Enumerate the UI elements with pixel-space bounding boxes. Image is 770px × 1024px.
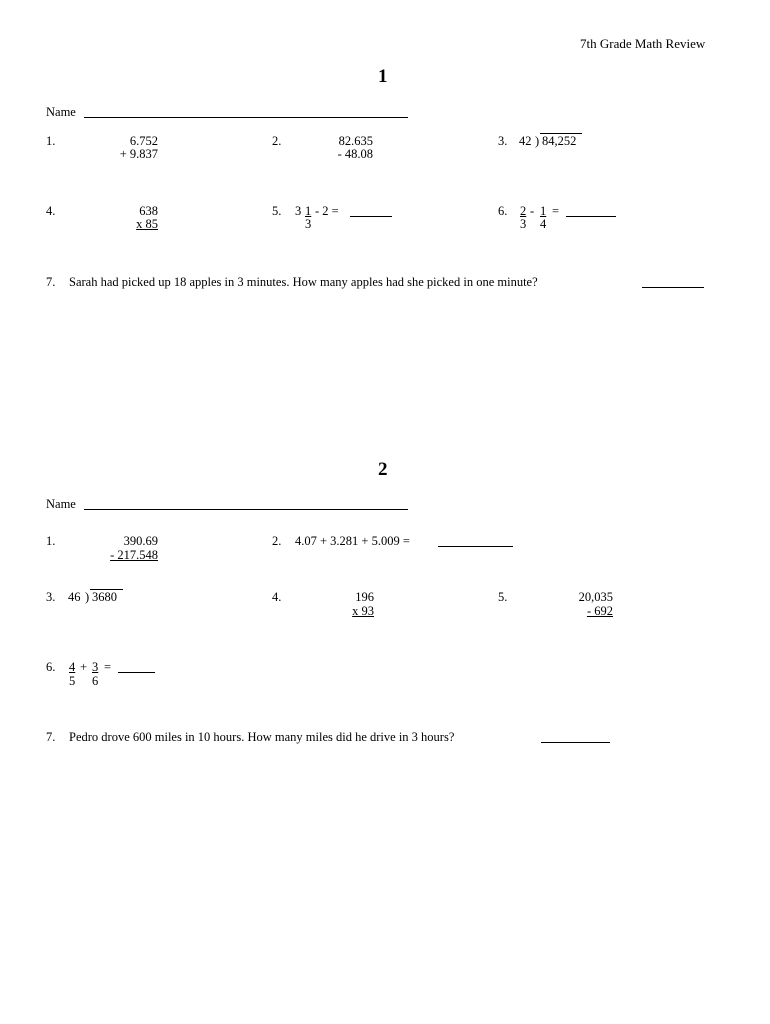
s2-p1-bottom: - 217.548 <box>110 548 158 562</box>
s1-p6-numerator-2: 1 <box>540 204 547 218</box>
s1-p5-answer-line[interactable] <box>350 216 392 217</box>
s1-p6-number: 6. <box>498 204 508 218</box>
s2-p3-divisor: 46 <box>68 590 81 604</box>
s1-p1-bottom: + 9.837 <box>119 147 158 161</box>
s2-p7-number: 7. <box>46 730 56 744</box>
s2-p6-operator: + <box>80 660 88 674</box>
worksheet-title: 7th Grade Math Review <box>580 36 706 51</box>
s2-p3-dividend: 3680 <box>90 589 123 604</box>
s2-p5-top: 20,035 <box>578 590 613 604</box>
s1-p6-denominator-1: 3 <box>520 217 527 231</box>
s2-p4-bottom: x 93 <box>352 604 374 618</box>
s2-p6-denominator-2: 6 <box>92 674 99 688</box>
s1-name-label: Name <box>46 105 76 119</box>
s2-name-label: Name <box>46 497 76 511</box>
s2-p6-equals: = <box>104 660 112 674</box>
s2-p6-numerator-2: 3 <box>92 660 99 674</box>
s1-p6-denominator-2: 4 <box>540 217 547 231</box>
s2-p4-number: 4. <box>272 590 282 604</box>
s1-p4-number: 4. <box>46 204 56 218</box>
s2-p7-text: Pedro drove 600 miles in 10 hours. How many miles did he drive in 3 hours? <box>69 730 455 744</box>
s2-p6-number: 6. <box>46 660 56 674</box>
s2-p5-number: 5. <box>498 590 508 604</box>
s2-name-field[interactable] <box>84 509 408 510</box>
s2-p6-numerator-1: 4 <box>69 660 76 674</box>
s2-p6-denominator-1: 5 <box>69 674 76 688</box>
s2-p6-answer-line[interactable] <box>118 672 155 673</box>
s1-p6-answer-line[interactable] <box>566 216 616 217</box>
s1-name-field[interactable] <box>84 117 408 118</box>
s1-p5-denominator: 3 <box>305 217 312 231</box>
s2-p2-number: 2. <box>272 534 282 548</box>
s1-p5-numerator: 1 <box>305 204 312 218</box>
s1-p3-number: 3. <box>498 134 508 148</box>
s2-p7-answer-line[interactable] <box>541 742 610 743</box>
s1-p2-bottom: - 48.08 <box>337 147 373 161</box>
s1-p6-equals: = <box>552 204 560 218</box>
s1-p6-operator: - <box>530 204 535 218</box>
s1-p5-number: 5. <box>272 204 282 218</box>
section-2-number: 2 <box>378 459 388 480</box>
s1-p4-bottom: x 85 <box>136 217 158 231</box>
s1-p4-top: 638 <box>139 204 158 218</box>
s1-p3-dividend: 84,252 <box>540 133 582 148</box>
s1-p3-divisor: 42 <box>519 134 532 148</box>
s2-p1-top: 390.69 <box>123 534 158 548</box>
s1-p1-number: 1. <box>46 134 56 148</box>
s1-p2-top: 82.635 <box>338 134 373 148</box>
s1-p7-text: Sarah had picked up 18 apples in 3 minutes. How many apples had she picked in one minute? <box>69 275 538 289</box>
s1-p7-answer-line[interactable] <box>642 287 704 288</box>
s1-p7-number: 7. <box>46 275 56 289</box>
s2-p2-text: 4.07 + 3.281 + 5.009 = <box>295 534 410 548</box>
s1-p1-top: 6.752 <box>129 134 158 148</box>
s2-p2-answer-line[interactable] <box>438 546 513 547</box>
s2-p4-top: 196 <box>355 590 374 604</box>
s2-p5-bottom: - 692 <box>586 604 613 618</box>
s1-p3-bracket: ) <box>535 134 540 148</box>
s1-p5-rest: - 2 = <box>315 204 339 218</box>
s1-p6-numerator-1: 2 <box>520 204 527 218</box>
s2-p3-bracket: ) <box>85 590 90 604</box>
section-1-number: 1 <box>378 66 388 87</box>
s2-p3-number: 3. <box>46 590 56 604</box>
s1-p5-whole: 3 <box>295 204 302 218</box>
s1-p2-number: 2. <box>272 134 282 148</box>
s2-p1-number: 1. <box>46 534 56 548</box>
